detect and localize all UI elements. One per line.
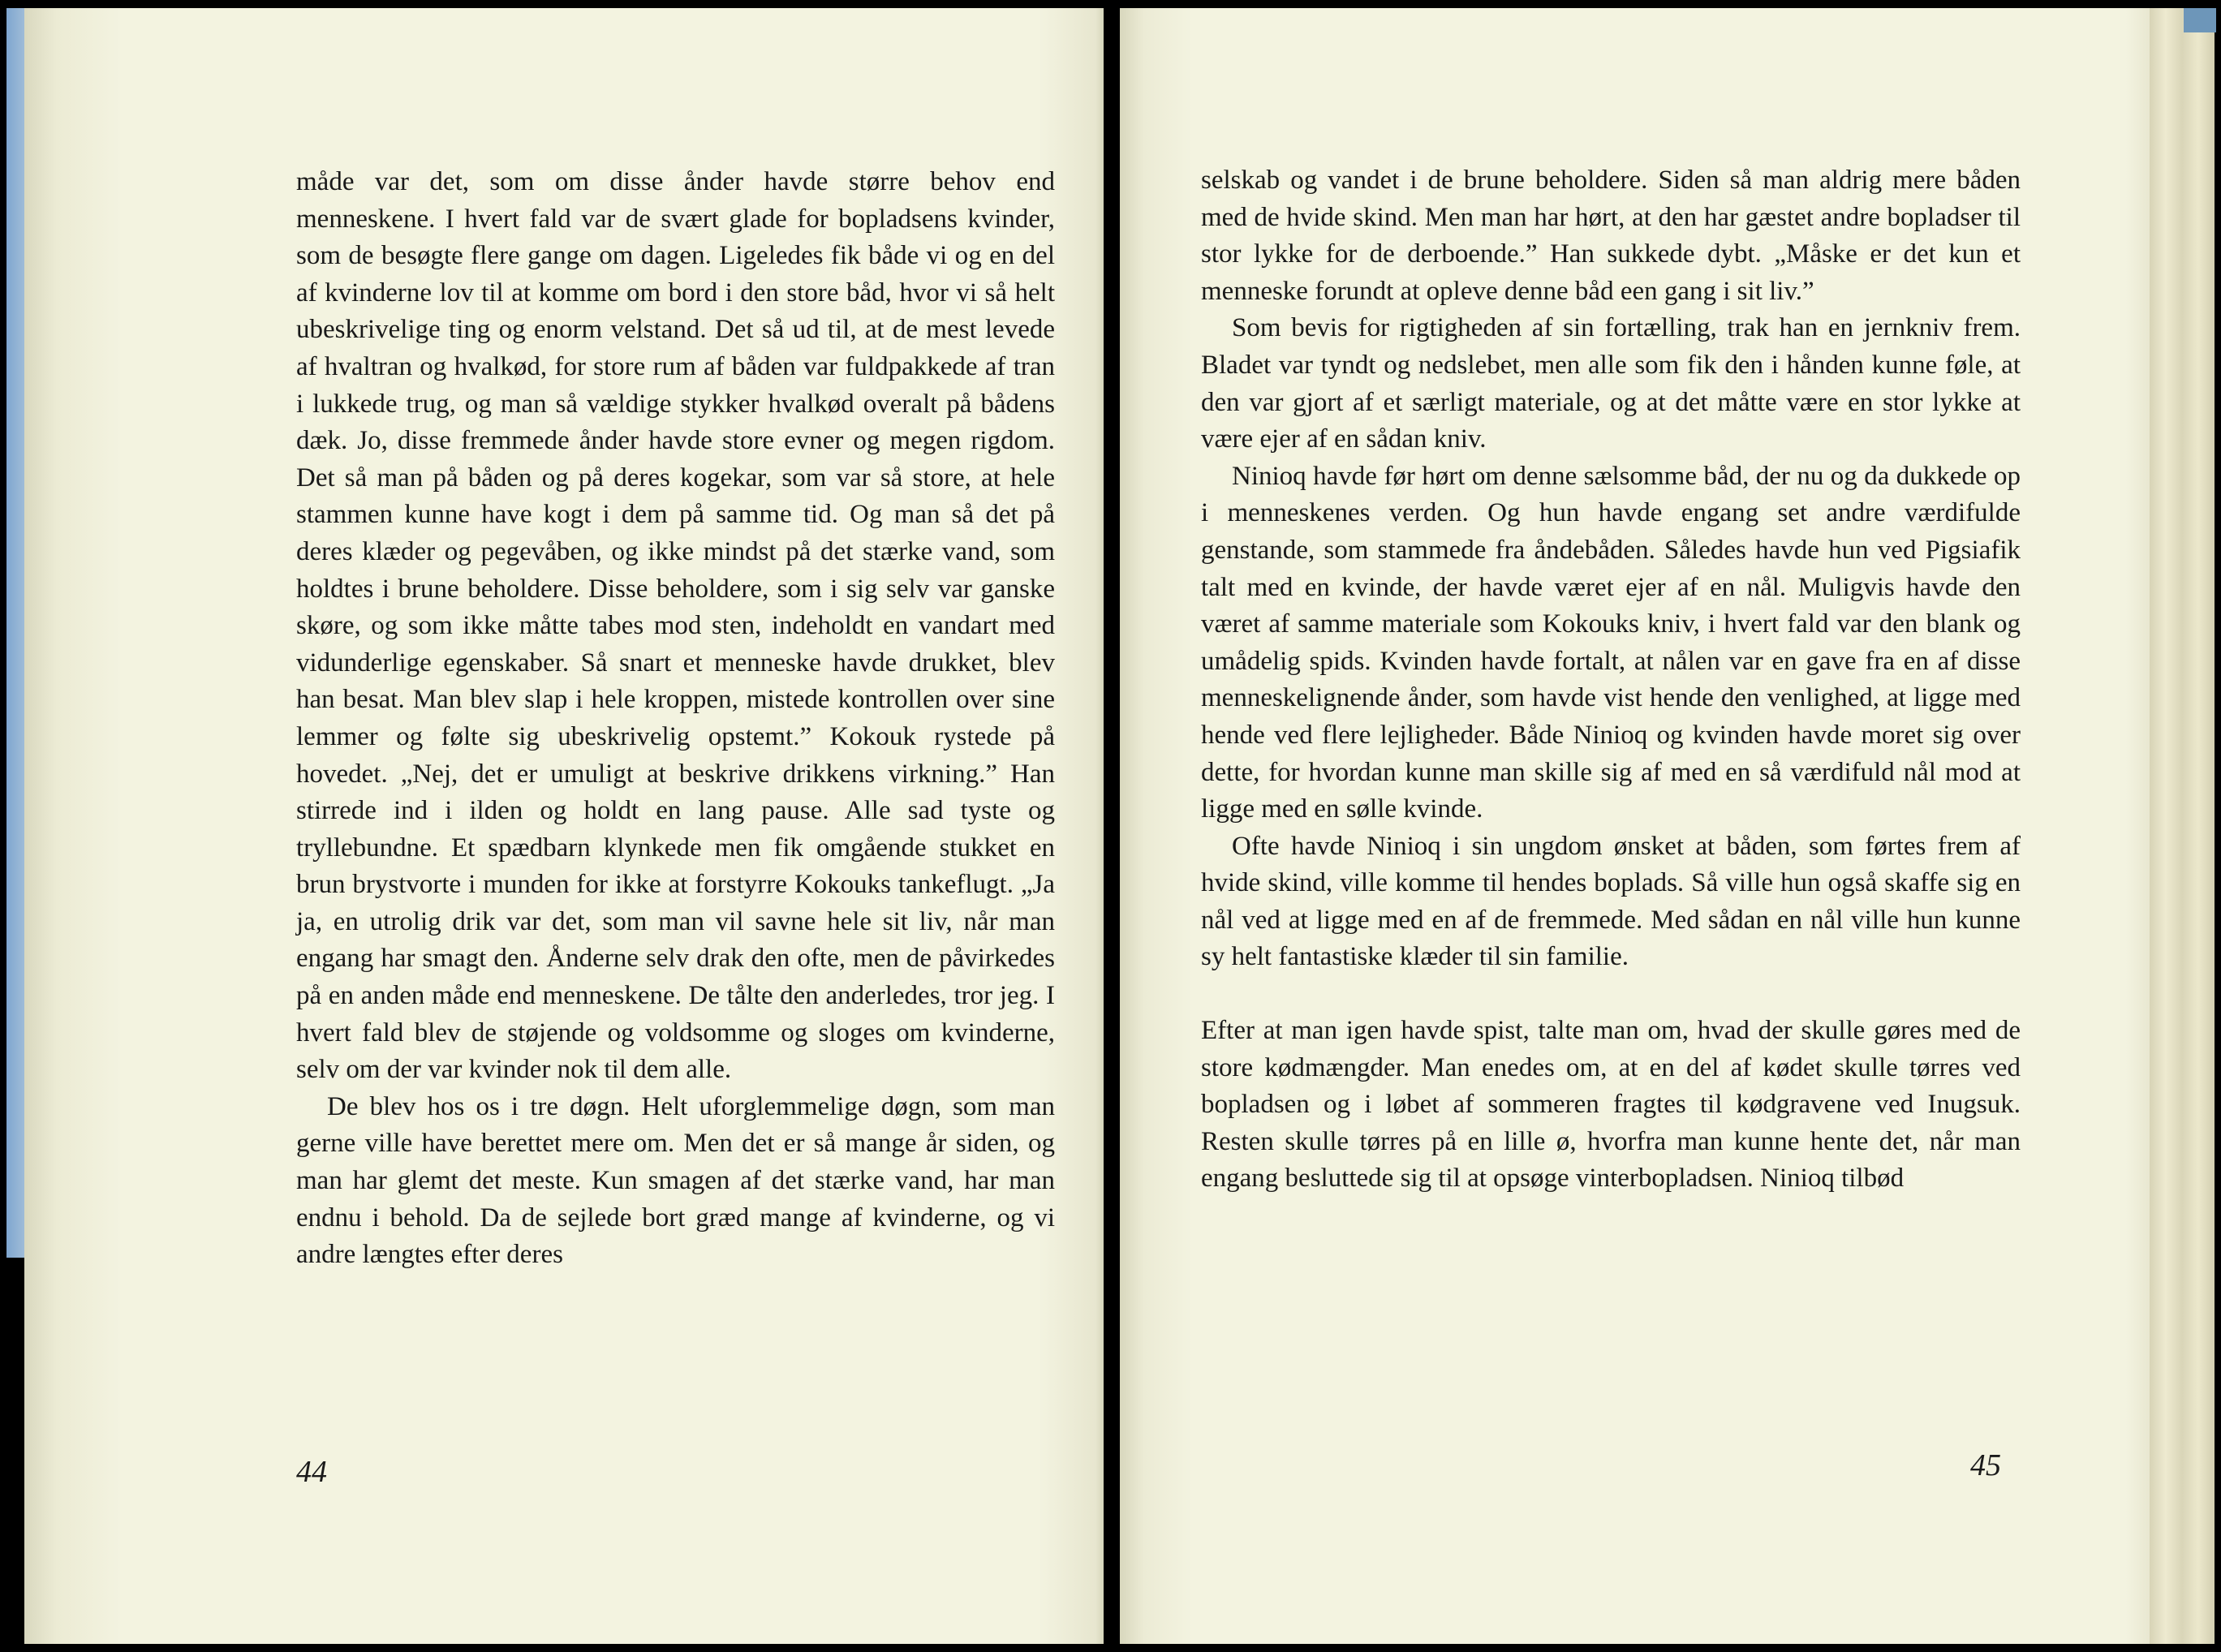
paragraph: Ninioq havde før hørt om denne sælsomme båd, der nu og da dukkede op i menneskenes verden. Og hun havde engang set andre værdifulde genstande, som stammede fra åndebåden. Således havde hun ved Pigsiafik talt med en kvinde, der havde været ejer af en nål. Muligvis havde den været af samme materiale som Kokouks kniv, i hvert fald var den blank og umådelig spids. Kvinden havde fortalt, at nålen var en gave fra en af disse menneskelignende ånder, som havde vist hende den venlighed, at ligge med hende ved flere lejligheder. Både Ninioq og kvinden havde moret sig over dette, for hvordan kunne man skille sig af med en så værdifuld nål mod at ligge med en sølle kvinde. (1201, 461, 2021, 824)
paragraph: Ofte havde Ninioq i sin ungdom ønsket at båden, som førtes frem af hvide skind, ville komme til hendes boplads. Så ville hun også skaffe sig en nål ved at ligge med en af de fremmede. Med sådan en nål ville hun kunne sy helt fantastiske klæder til sin familie. (1201, 831, 2021, 972)
page-number: 44 (296, 1455, 327, 1489)
right-page (1120, 8, 2150, 1644)
left-page-text (296, 164, 1055, 1274)
paragraph: selskab og vandet i de brune beholdere. Siden så man aldrig mere båden med de hvide skind. Men man har hørt, at den har gæstet andre bopladser til stor lykke for de derboende.” Han sukkede dybt. „Måske er det kun et menneske forundt at opleve denne båd een gang i sit liv.” (1201, 166, 2021, 306)
paragraph: Efter at man igen havde spist, talte man om, hvad der skulle gøres med de store kødmængder. Man enedes om, at en del af kødet skulle tørres ved bopladsen og i løbet af sommeren fragtes til kødgravene ved Inugsuk. Resten skulle tørres på en lille ø, hvorfra man kunne hente det, når man engang besluttede sig til at opsøge vinterbopladsen. Ninioq tilbød (1201, 1016, 2021, 1194)
book-page-edges (2150, 8, 2215, 1644)
paragraph: måde var det, som om disse ånder havde større behov end menneskene. I hvert fald var de svært glade for bopladsens kvinder, som de besøgte flere gange om dagen. Ligeledes fik både vi og en del af kvinderne lov til at komme om bord i den store båd, hvor vi så helt ubeskrivelige ting og enorm velstand. Det så ud til, at de mest levede af hvaltran og hvalkød, for store rum af båden var fuldpakkede af tran i lukkede trug, og man så vældige stykker hvalkød overalt på bådens dæk. Jo, disse fremmede ånder havde store evner og megen rigdom. Det så man på båden og på deres kogekar, som var så store, at hele stammen kunne have kogt i dem på samme tid. Og man så det på deres klæder og pegevåben, og ikke mindst på det stærke vand, som holdtes i brune beholdere. Disse beholdere, som i sig selv var ganske skøre, og som ikke måtte tabes mod sten, indeholdt en vandart med vidunderlige egenskaber. Så snart et menneske havde drukket, blev han besat. Man blev slap i hele kroppen, mistede kontrollen over sine lemmer og følte sig ubeskrivelig opstemt.” Kokouk rystede på hovedet. „Nej, det er umuligt at beskrive drikkens virkning.” Han stirrede ind i ilden og holdt en lang pause. Alle sad tyste og tryllebundne. Et spædbarn klynkede men fik omgående stukket en brun brystvorte i munden for ikke at forstyrre Kokouks tankeflugt. „Ja ja, en utrolig drik var det, som man vil savne hele sit liv, når man engang har smagt den. Ånderne selv drak den ofte, men de påvirkedes på en anden måde end menneskene. De tålte den anderledes, tror jeg. I hvert fald blev de støjende og voldsomme og sloges om kvinderne, selv om der var kvinder nok til dem alle. (296, 167, 1055, 1085)
page-number: 45 (1970, 1448, 2001, 1482)
paragraph: Som bevis for rigtigheden af sin fortælling, trak han en jernkniv frem. Bladet var tyndt og nedslebet, men alle som fik den i hånden kunne føle, at den var gjort af et særligt materiale, og at det måtte være en stor lykke at være ejer af en sådan kniv. (1201, 313, 2021, 454)
paragraph: De blev hos os i tre døgn. Helt uforglemmelige døgn, som man gerne ville have berettet mere om. Men det er så mange år siden, og man har glemt det meste. Kun smagen af det stærke vand, har man endnu i behold. Da de sejlede bort græd mange af kvinderne, og vi andre længtes efter deres (296, 1091, 1055, 1270)
scan-background-corner (2184, 8, 2216, 32)
left-page (24, 8, 1104, 1644)
right-page-text (1201, 162, 2021, 1198)
